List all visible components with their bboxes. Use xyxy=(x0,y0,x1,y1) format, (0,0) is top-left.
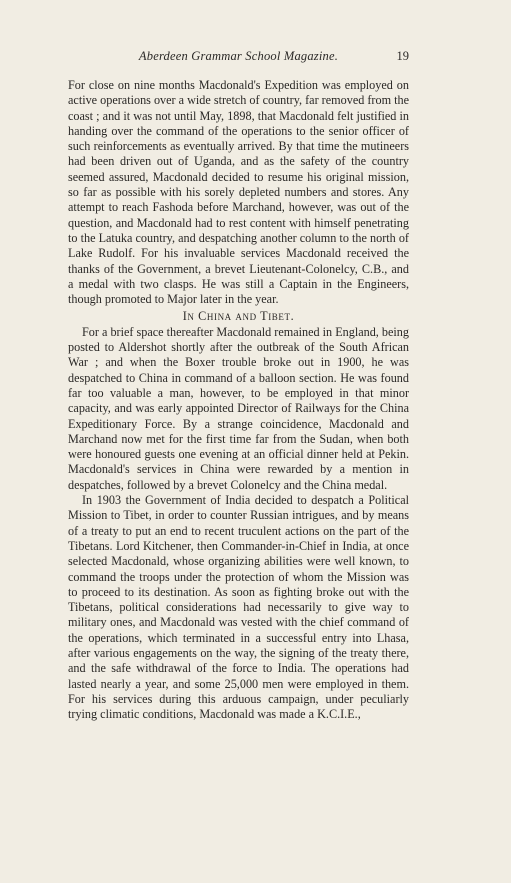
running-head xyxy=(68,45,409,67)
running-title: Aberdeen Grammar School Magazine. xyxy=(138,49,339,63)
paragraph-expedition: For close on nine months Macdonald's Expedition was employed on active operations over a wide stretch of country, far removed from the coast ; and it was not until May, 1898, that Macdonald felt justified in handing over the command of the operations to the senior officer of such reinforcements as eventually arrived. By that time the mutineers had been driven out of Uganda, and as the safety of the country seemed assured, Macdonald decided to resume his original mission, so far as possible with his sorely depleted numbers and stores. Any attempt to reach Fashoda before Marchand, however, was out of the question, and Macdonald had to rest content with himself penetrating to the Latuka country, and despatching another column to the north of Lake Rudolf. For his invaluable services Macdonald received the thanks of the Government, a brevet Lieutenant-Colonelcy, C.B., and a medal with two clasps. He was still a Captain in the Engineers, though promoted to Major later in the year. xyxy=(68,78,409,307)
paragraph-china: For a brief space thereafter Macdonald remained in England, being posted to Aldershot shortly after the outbreak of the South African War ; and when the Boxer trouble broke out in 1900, he was despatched to China in command of a balloon section. He was found far too valuable a man, however, to be employed in that minor capacity, and was early appointed Director of Railways for the China Expeditionary Force. By a strange coincidence, Macdonald and Marchand now met for the first time far from the Sudan, when both were honoured guests one evening at an official dinner held at Pekin. Macdonald's services in China were rewarded by a mention in despatches, followed by a brevet Colonelcy and the China medal. xyxy=(68,324,409,492)
article-body xyxy=(68,78,409,722)
page-number: 19 xyxy=(396,49,409,63)
section-heading: In China and Tibet. xyxy=(182,309,295,324)
paragraph-tibet: In 1903 the Government of India decided to despatch a Political Mission to Tibet, in order to counter Russian intrigues, and by means of a treaty to put an end to recent truculent actions on the part of the Tibetans. Lord Kitchener, then Commander-in-Chief in India, at once selected Macdonald, whose organizing abilities were well known, to command the troops under the protection of whom the Mission was to proceed to its destination. As soon as fighting broke out with the Tibetans, political considerations had necessarily to give way to military ones, and Macdonald was vested with the chief command of the operations, which terminated in a successful entry into Lhasa, after various engagements on the way, the signing of the treaty there, and the safe withdrawal of the force to India. The operations had lasted nearly a year, and some 25,000 men were employed in them. For his services during this arduous campaign, under peculiarly trying climatic conditions, Macdonald was made a K.C.I.E., xyxy=(68,493,409,722)
magazine-page xyxy=(0,45,511,883)
